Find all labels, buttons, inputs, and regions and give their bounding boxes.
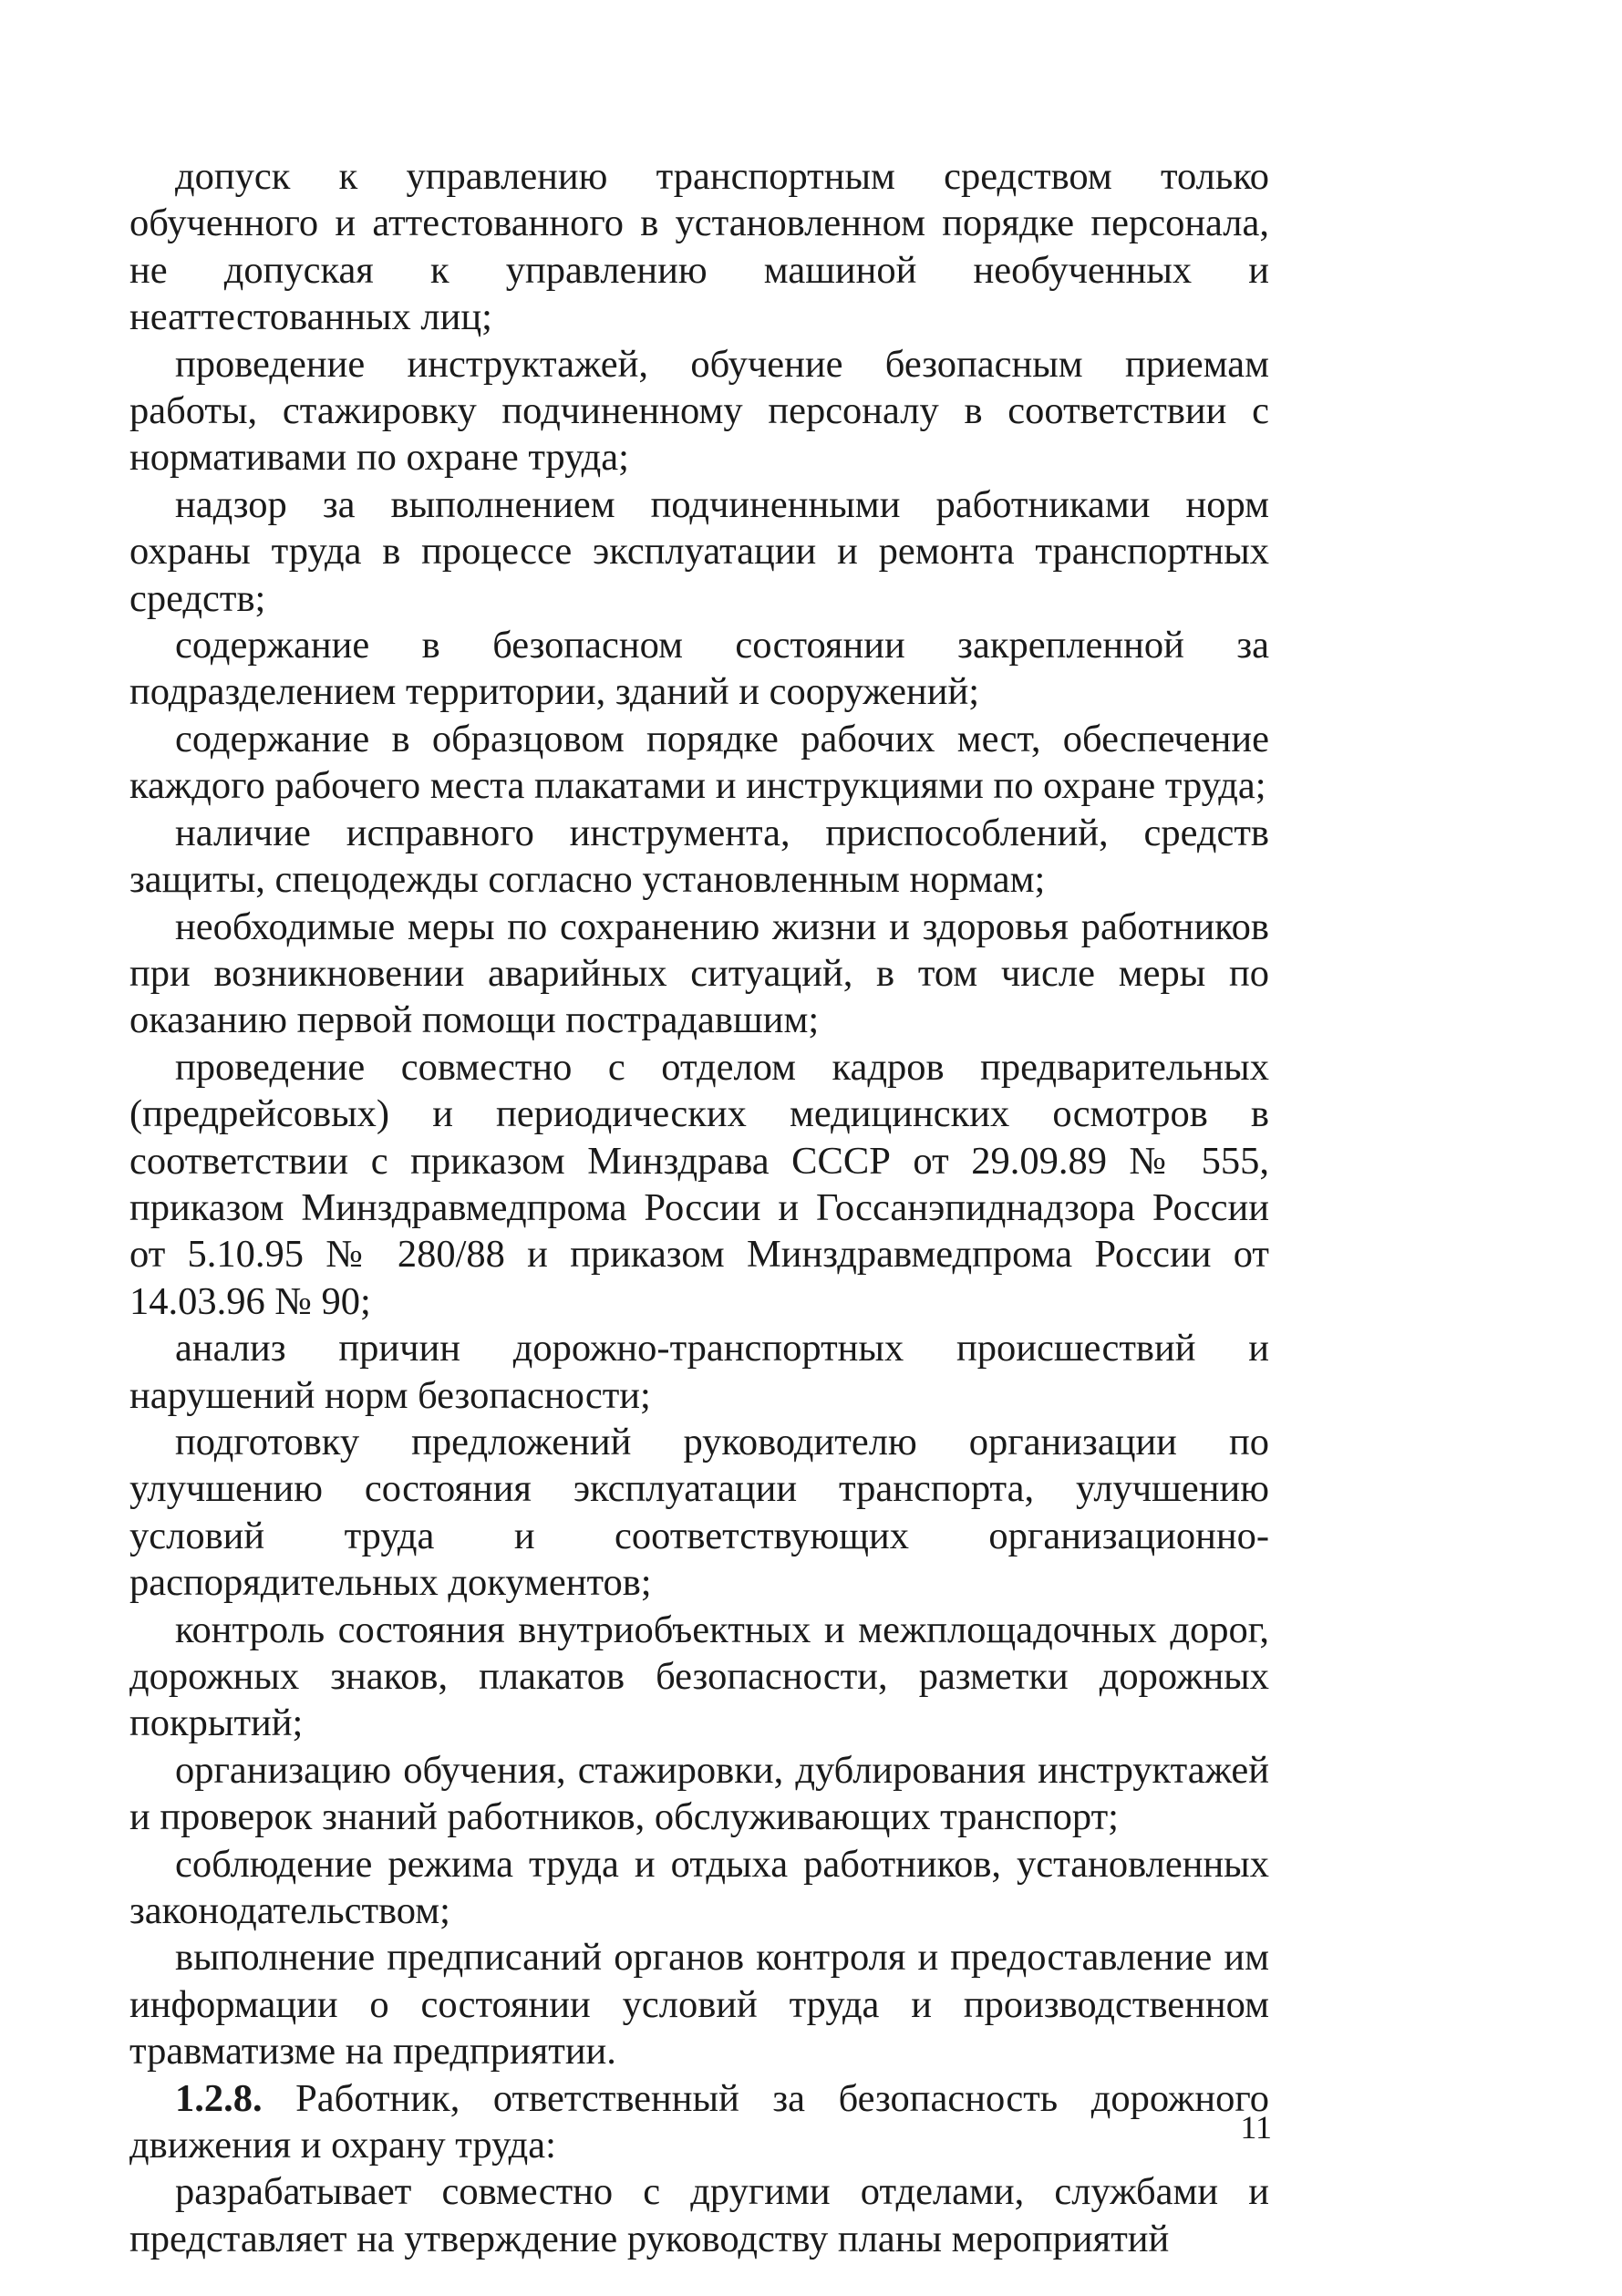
paragraph-6: наличие исправного инструмента, приспособлений, средств защиты, спецодежды согласно установленным нормам;	[129, 811, 1269, 902]
section-paragraph	[129, 2075, 1269, 2169]
paragraph-3: надзор за выполнением подчиненными работниками норм охраны труда в процессе эксплуатации и ремонта транспортных средств;	[129, 482, 1269, 620]
paragraph-2: проведение инструктажей, обучение безопасным приемам работы, стажировку подчиненному персоналу в соответствии с нормативами по охране труда;	[129, 342, 1269, 480]
paragraph-9: анализ причин дорожно-транспортных происшествий и нарушений норм безопасности;	[129, 1327, 1269, 1417]
paragraph-1: допуск к управлению транспортным средством только обученного и аттестованного в установленном порядке персонала, не допуская к управлению машиной необученных и неаттестованных лиц;	[129, 155, 1269, 339]
paragraph-7: необходимые меры по сохранению жизни и здоровья работников при возникновении аварийных ситуаций, в том числе меры по оказанию первой помощи пострадавшим;	[129, 905, 1269, 1042]
paragraph-last: разрабатывает совместно с другими отделами, службами и представляет на утверждение руководству планы мероприятий	[129, 2170, 1269, 2260]
page-number: 11	[1240, 2109, 1272, 2146]
section-number: 1.2.8.	[175, 2076, 263, 2120]
paragraph-4: содержание в безопасном состоянии закрепленной за подразделением территории, зданий и сооружений;	[129, 624, 1269, 714]
document-page	[129, 153, 1269, 2262]
paragraph-11: контроль состояния внутриобъектных и межплощадочных дорог, дорожных знаков, плакатов безопасности, разметки дорожных покрытий;	[129, 1608, 1269, 1745]
paragraph-5: содержание в образцовом порядке рабочих мест, обеспечение каждого рабочего места плакатами и инструкциями по охране труда;	[129, 717, 1269, 808]
paragraph-10: подготовку предложений руководителю организации по улучшению состояния эксплуатации транспорта, улучшению условий труда и соответствующих организационно-распорядительных документов;	[129, 1420, 1269, 1605]
section-text: Работник, ответственный за безопасность дорожного движения и охрану труда:	[129, 2076, 1269, 2167]
paragraph-13: соблюдение режима труда и отдыха работников, установленных законодательством;	[129, 1842, 1269, 1933]
paragraph-14: выполнение предписаний органов контроля и предоставление им информации о состоянии условий труда и производственном травматизме на предприятии.	[129, 1936, 1269, 2074]
paragraph-8: проведение совместно с отделом кадров предварительных (предрейсовых) и периодических медицинских осмотров в соответствии с приказом Минздрава СССР от 29.09.89 № 555, приказом Минздравмедпрома России и Госсанэпиднадзора России от 5.10.95 № 280/88 и приказом Минздравмедпрома России от 14.03.96 № 90;	[129, 1045, 1269, 1323]
paragraph-12: организацию обучения, стажировки, дублирования инструктажей и проверок знаний работников, обслуживающих транспорт;	[129, 1748, 1269, 1839]
